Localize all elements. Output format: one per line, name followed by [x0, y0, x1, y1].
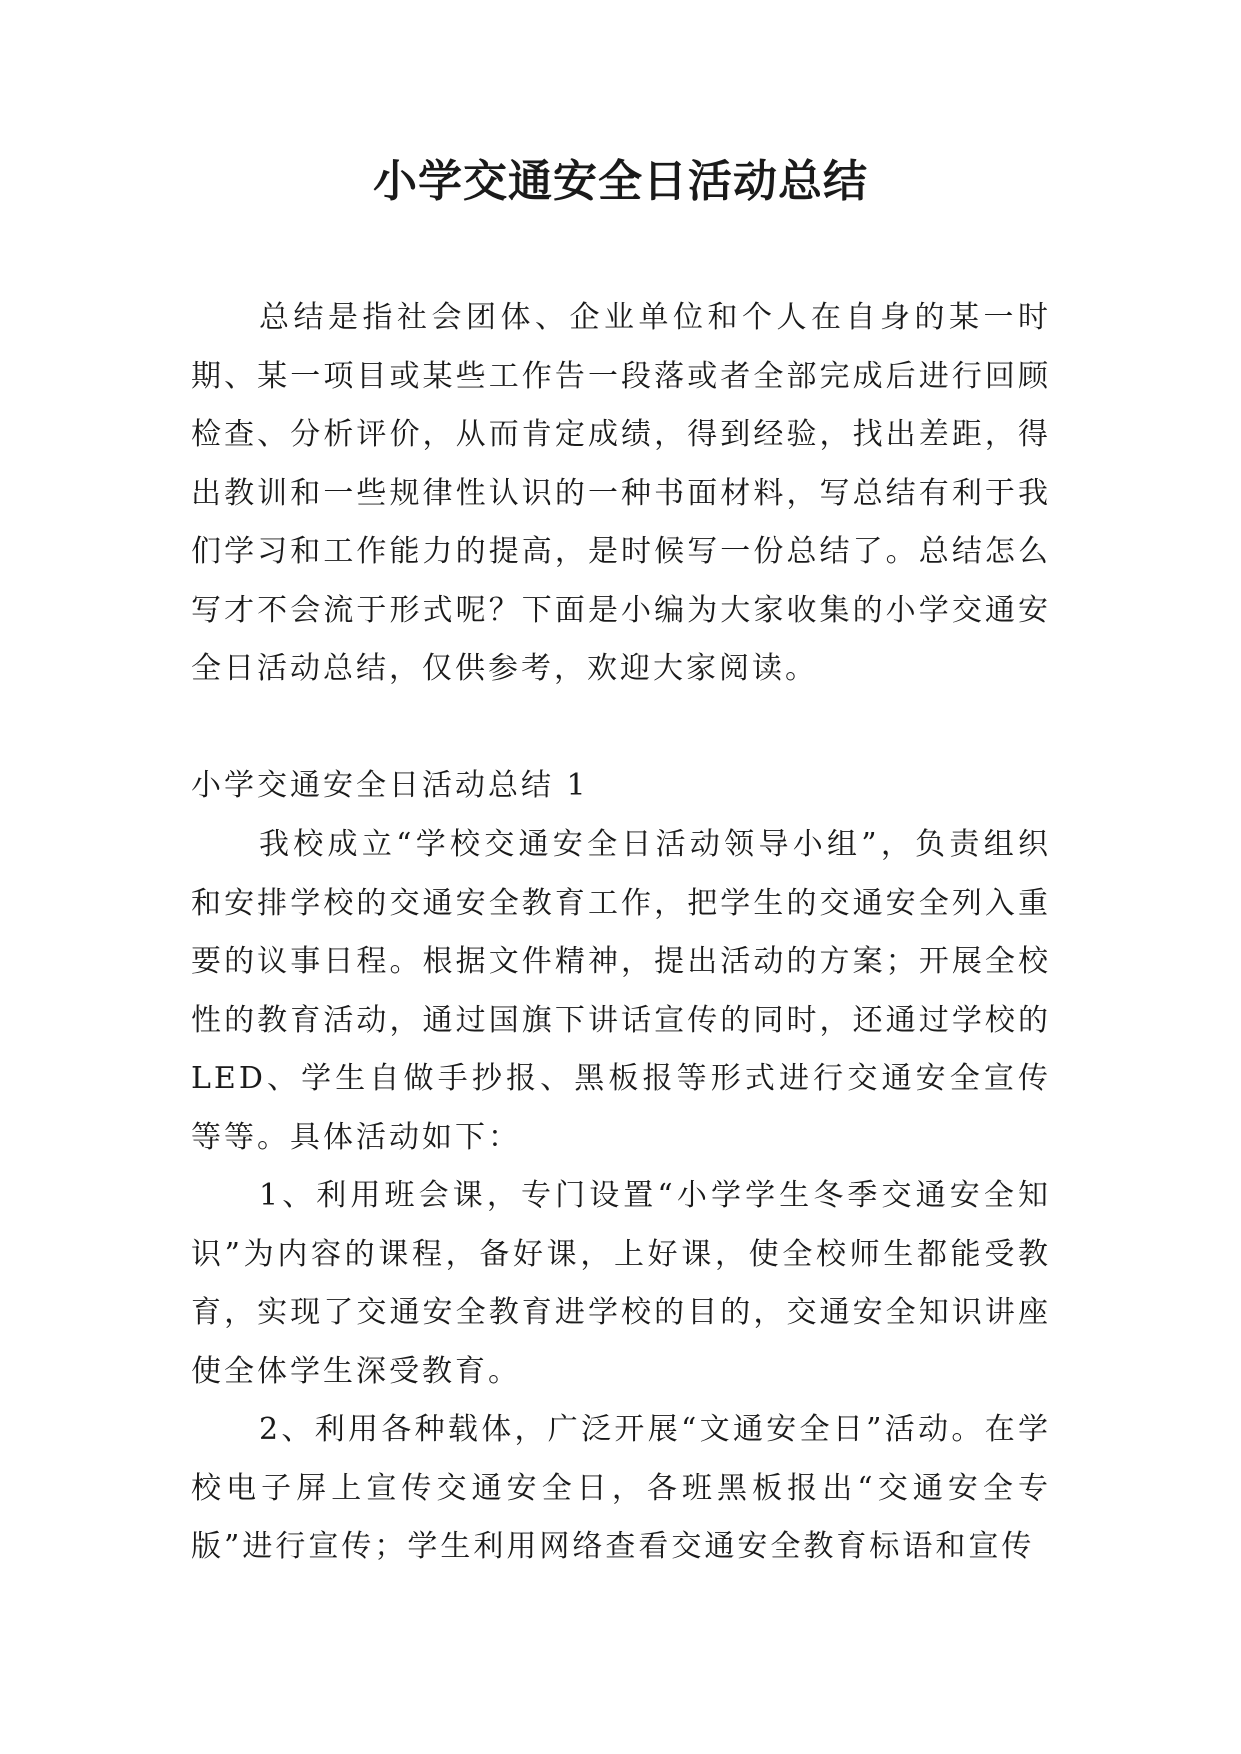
section-paragraph-3: 2、利用各种载体，广泛开展“文通安全日”活动。在学校电子屏上宣传交通安全日，各班黑板报出“交通安全专版”进行宣传；学生利用网络查看交通安全教育标语和宣传 — [191, 1412, 1051, 1564]
section-paragraph-1: 我校成立“学校交通安全日活动领导小组”，负责组织和安排学校的交通安全教育工作，把学生的交通安全列入重要的议事日程。根据文件精神，提出活动的方案；开展全校性的教育活动，通过国旗下讲话宣传的同时，还通过学校的LED、学生自做手抄报、黑板报等形式进行交通安全宣传等等。具体活动如下： — [191, 827, 1051, 1155]
section-paragraph-2: 1、利用班会课，专门设置“小学学生冬季交通安全知识”为内容的课程，备好课，上好课，使全校师生都能受教育，实现了交通安全教育进学校的目的，交通安全知识讲座使全体学生深受教育。 — [191, 1178, 1051, 1389]
section-heading: 小学交通安全日活动总结 1 — [191, 768, 589, 803]
intro-paragraph: 总结是指社会团体、企业单位和个人在自身的某一时期、某一项目或某些工作告一段落或者全部完成后进行回顾检查、分析评价，从而肯定成绩，得到经验，找出差距，得出教训和一些规律性认识的一种书面材料，写总结有利于我们学习和工作能力的提高，是时候写一份总结了。总结怎么写才不会流于形式呢？下面是小编为大家收集的小学交通安全日活动总结，仅供参考，欢迎大家阅读。 — [191, 300, 1051, 686]
document-title: 小学交通安全日活动总结 — [373, 156, 868, 207]
